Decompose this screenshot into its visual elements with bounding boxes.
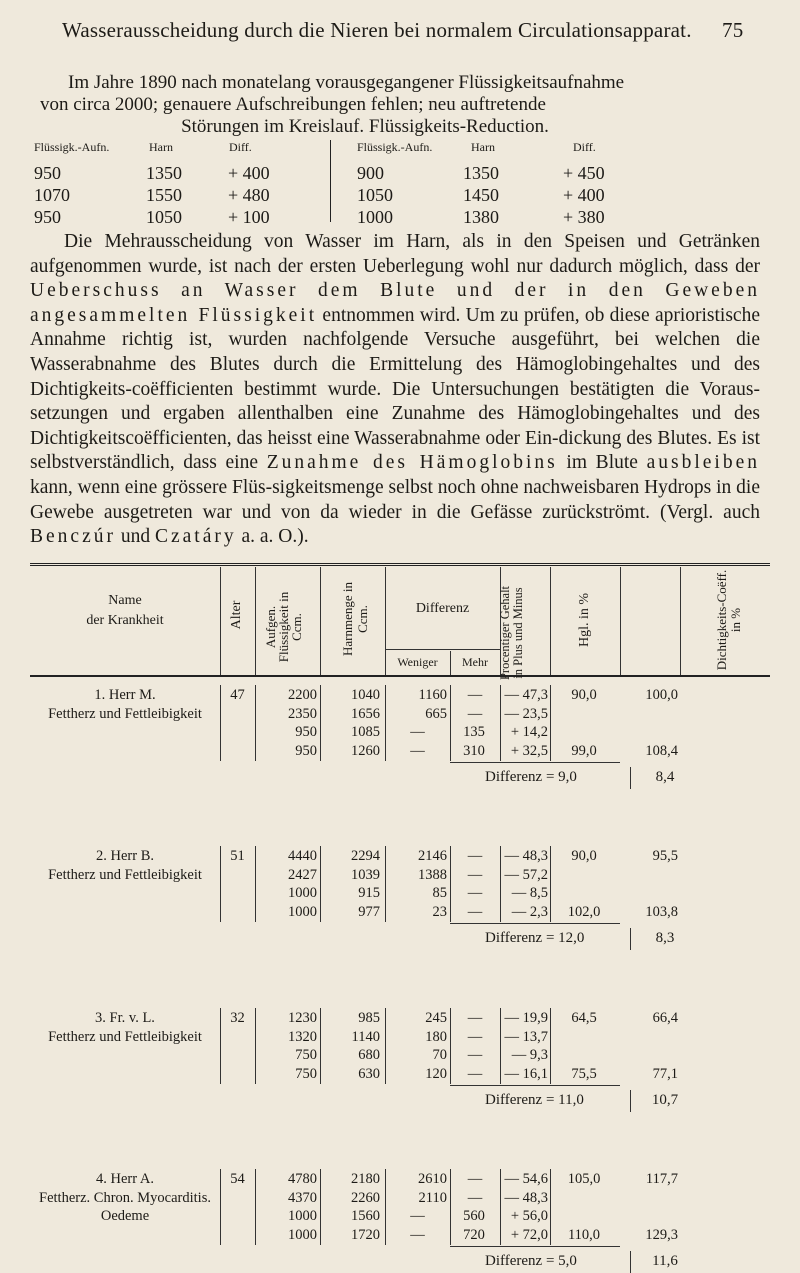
header-alter: Alter: [229, 600, 244, 630]
percent-cell: — 47,3: [504, 687, 548, 703]
percent-cell: + 56,0: [510, 1208, 548, 1224]
intake-cell: 950: [295, 742, 317, 759]
differenz-label: Differenz = 12,0: [485, 930, 585, 946]
less-cell: 70: [432, 1047, 447, 1063]
patient-disease: Fettherz und Fettleibigkeit: [48, 1028, 202, 1045]
percent-cell: — 23,5: [504, 705, 548, 722]
intake-cell: 1000: [288, 1226, 317, 1243]
dicht-value: 100,0: [645, 687, 678, 703]
group-underline: [450, 762, 620, 763]
col-divider: [320, 567, 321, 675]
more-cell: —: [467, 1010, 483, 1026]
percent-cell: — 54,6: [504, 1171, 548, 1187]
percent-cell: — 19,9: [504, 1010, 548, 1026]
dicht-value: 103,8: [645, 903, 678, 920]
more-cell: —: [467, 866, 483, 883]
group-underline: [450, 1246, 620, 1247]
more-cell: —: [467, 885, 483, 901]
hgl-value: 110,0: [567, 1226, 601, 1243]
col-divider: [255, 1008, 256, 1084]
hgl-value: 90,0: [571, 687, 597, 703]
mini-table-left: [34, 140, 314, 228]
hgl-value: 90,0: [571, 848, 597, 864]
mini-row: [343, 184, 643, 206]
page-number: 75: [722, 18, 744, 42]
differenz-dicht: 8,4: [655, 769, 675, 785]
col-divider: [320, 1169, 321, 1245]
mini-table-right: [330, 140, 643, 227]
col-divider: [220, 846, 221, 922]
mini-cell: + 480: [228, 185, 270, 205]
less-cell: 23: [432, 903, 447, 920]
urine-cell: 2260: [351, 1189, 380, 1206]
intake-cell: 750: [295, 1065, 317, 1082]
differenz-label: Differenz = 9,0: [485, 769, 577, 785]
differenz-dicht: 10,7: [651, 1092, 679, 1108]
differenz-dicht: 8,3: [655, 930, 675, 946]
urine-cell: 985: [358, 1010, 380, 1026]
intake-cell: 2427: [288, 866, 317, 883]
col-divider: [630, 928, 631, 950]
paragraph-text: und: [115, 526, 155, 548]
header-harn: Harnmenge in Ccm.: [340, 582, 370, 657]
percent-cell: — 2,3: [511, 903, 548, 920]
patient-name: 1. Herr M.: [94, 687, 156, 703]
header-aufgen: Aufgen. Flüssigkeit in Ccm.: [263, 591, 304, 663]
mini-cell: 1380: [463, 207, 499, 227]
hgl-value: 102,0: [567, 903, 601, 920]
less-cell: 245: [425, 1010, 447, 1026]
mini-row: [343, 162, 643, 184]
header-weniger: Weniger: [397, 655, 438, 669]
col-divider: [450, 1169, 451, 1245]
col-divider: [630, 1251, 631, 1273]
hgl-value: 99,0: [571, 742, 597, 759]
col-divider: [255, 685, 256, 761]
col-divider: [320, 1008, 321, 1084]
mini-cell: 1450: [463, 185, 499, 205]
col-divider: [500, 685, 501, 761]
col-divider: [320, 685, 321, 761]
col-divider: [220, 685, 221, 761]
less-cell: 2146: [418, 848, 447, 864]
dicht-value: 108,4: [645, 742, 678, 759]
more-cell: 720: [463, 1226, 485, 1243]
differenz-label: Differenz = 11,0: [485, 1092, 584, 1108]
percent-cell: + 72,0: [510, 1226, 548, 1243]
mini-cell: + 450: [563, 163, 605, 183]
running-header: [62, 18, 762, 43]
dicht-value: 129,3: [645, 1226, 678, 1243]
col-divider: [255, 567, 256, 675]
mini-header-harn: Harn: [149, 140, 173, 154]
patient-disease-2: Oedeme: [100, 1208, 150, 1224]
intake-cell: 1000: [288, 1208, 317, 1224]
col-divider: [255, 846, 256, 922]
differenz-dicht: 11,6: [652, 1253, 678, 1269]
intake-cell: 4370: [288, 1189, 317, 1206]
more-cell: —: [467, 1065, 483, 1082]
mini-cell: + 400: [563, 185, 605, 205]
header-procent: Procentiger Gehalt in Plus und Minus: [498, 585, 525, 681]
more-cell: —: [467, 903, 483, 920]
more-cell: —: [467, 1189, 483, 1206]
table-header-rule: [30, 675, 770, 677]
col-divider: [385, 1008, 386, 1084]
less-cell: 85: [432, 885, 447, 901]
intake-cell: 750: [295, 1047, 317, 1063]
mini-row: [34, 184, 314, 206]
table-top-rule: [30, 563, 770, 566]
more-cell: 135: [463, 724, 485, 740]
col-divider: [450, 1008, 451, 1084]
urine-cell: 977: [358, 903, 380, 920]
urine-cell: 1140: [351, 1028, 380, 1045]
col-divider: [630, 767, 631, 789]
more-cell: —: [467, 1028, 483, 1045]
col-divider: [385, 846, 386, 922]
col-divider: [500, 846, 501, 922]
mini-cell: 1000: [357, 207, 393, 227]
urine-cell: 680: [358, 1047, 380, 1063]
col-divider: [450, 685, 451, 761]
more-cell: 560: [463, 1208, 485, 1224]
dicht-value: 77,1: [652, 1065, 678, 1082]
mini-header-aufn: Flüssigk.-Aufn.: [34, 140, 110, 154]
intake-cell: 4440: [288, 848, 317, 864]
col-divider: [500, 1169, 501, 1245]
intro-line-2: von circa 2000; genauere Aufschreibungen fehlen; neu auftretende: [40, 94, 546, 115]
col-divider: [680, 567, 681, 675]
col-divider: [385, 1169, 386, 1245]
mini-header-diff: Diff.: [229, 140, 252, 154]
urine-cell: 1656: [351, 705, 380, 722]
header-dicht: Dichtigkeits-Coëff. in %: [714, 569, 743, 671]
urine-cell: 1720: [351, 1226, 380, 1243]
less-cell: —: [410, 1208, 425, 1224]
less-cell: —: [410, 724, 425, 740]
mini-cell: + 380: [563, 207, 605, 227]
paragraph-text: entnommen wird. Um zu prüfen, ob diese aprioristische Annahme richtig ist, wurden nachfolgende Versuche ausgeführt, bei welchen die Wasserabnahme des Blutes durch die Ermittelung des Hämoglobingehaltes und des Dichtigkeits-coëfficienten bestimmt wurde. Die Untersuchungen bestätigten die Voraus-setzungen und ergaben allenthalben eine Zunahme des Hämoglobingehaltes und des Dichtigkeitscoëfficienten, das heisst eine Wasserabnahme oder Ein-dickung des Blutes. Es ist selbstverständlich, dass eine: [30, 304, 760, 474]
percent-cell: — 13,7: [504, 1028, 548, 1045]
less-cell: —: [410, 1226, 425, 1243]
percent-cell: + 14,2: [510, 724, 548, 740]
percent-cell: — 48,3: [504, 1189, 548, 1206]
less-cell: 1160: [418, 687, 447, 703]
mini-cell: 1350: [463, 163, 499, 183]
col-divider: [550, 1008, 551, 1084]
patient-name: 3. Fr. v. L.: [95, 1010, 155, 1026]
less-cell: 665: [425, 705, 447, 722]
more-cell: —: [467, 1047, 483, 1063]
paragraph-spaced-text: Czatáry: [154, 526, 237, 548]
mini-cell: + 400: [228, 163, 270, 183]
less-cell: —: [410, 742, 425, 759]
paragraph-spaced-text: ausbleiben: [646, 452, 760, 474]
urine-cell: 1040: [351, 687, 380, 703]
hgl-value: 105,0: [567, 1171, 601, 1187]
less-cell: 1388: [418, 866, 447, 883]
col-divider: [500, 1008, 501, 1084]
mini-cell: 1050: [146, 207, 182, 227]
patient-age: 47: [230, 687, 245, 703]
mini-cell: 1070: [34, 185, 70, 205]
hgl-value: 64,5: [571, 1010, 597, 1026]
mini-row: [34, 206, 314, 228]
patient-age: 54: [230, 1171, 245, 1187]
mini-cell: + 100: [228, 207, 270, 227]
dicht-value: 117,7: [645, 1171, 678, 1187]
percent-cell: — 9,3: [511, 1047, 548, 1063]
col-divider: [550, 846, 551, 922]
more-cell: —: [467, 848, 483, 864]
dicht-value: 95,5: [652, 848, 678, 864]
mini-row: [34, 162, 314, 184]
mini-header-harn: Harn: [471, 140, 495, 154]
mini-header-aufn: Flüssigk.-Aufn.: [357, 140, 433, 154]
col-divider: [255, 1169, 256, 1245]
header-hgl: Hgl. in %: [577, 592, 592, 648]
col-divider: [630, 1090, 631, 1112]
header-name-2: der Krankheit: [86, 613, 164, 628]
header-name: Name: [108, 593, 142, 608]
sub-header-rule: [385, 649, 500, 650]
urine-cell: 1039: [351, 866, 380, 883]
mini-header-diff: Diff.: [573, 140, 596, 154]
col-divider: [550, 1169, 551, 1245]
col-divider: [450, 846, 451, 922]
differenz-label: Differenz = 5,0: [485, 1253, 577, 1269]
patient-name: 2. Herr B.: [96, 848, 154, 864]
intake-cell: 1000: [288, 903, 317, 920]
less-cell: 2110: [418, 1189, 447, 1206]
percent-cell: — 48,3: [504, 848, 548, 864]
intake-cell: 4780: [288, 1171, 317, 1187]
group-underline: [450, 923, 620, 924]
intake-cell: 1000: [288, 885, 317, 901]
dicht-value: 66,4: [652, 1010, 678, 1026]
group-underline: [450, 1085, 620, 1086]
urine-cell: 2180: [351, 1171, 380, 1187]
col-divider: [220, 1008, 221, 1084]
less-cell: 180: [425, 1028, 447, 1045]
patient-age: 51: [230, 848, 245, 864]
patient-name: 4. Herr A.: [96, 1171, 154, 1187]
patient-disease: Fettherz und Fettleibigkeit: [48, 705, 202, 722]
urine-cell: 1085: [351, 724, 380, 740]
col-divider: [550, 685, 551, 761]
more-cell: —: [467, 1171, 483, 1187]
mini-cell: 900: [357, 163, 384, 183]
percent-cell: + 32,5: [510, 742, 548, 759]
more-cell: 310: [463, 742, 485, 759]
mini-cell: 950: [34, 163, 61, 183]
mini-row: [343, 206, 643, 228]
percent-cell: — 16,1: [504, 1065, 548, 1082]
intake-cell: 2350: [288, 705, 317, 722]
intake-cell: 1320: [288, 1028, 317, 1045]
col-divider: [220, 1169, 221, 1245]
col-divider: [620, 567, 621, 675]
col-divider: [320, 846, 321, 922]
intro-line-3: Störungen im Kreislauf. Flüssigkeits-Reduction.: [181, 116, 549, 137]
urine-cell: 915: [358, 885, 380, 901]
mini-cell: 1350: [146, 163, 182, 183]
paragraph-text: im Blute: [557, 452, 647, 474]
paragraph-spaced-text: Ueberschuss an Wasser dem Blute und der in den Geweben angesammelten Flüssigkeit: [30, 280, 760, 326]
intake-cell: 950: [295, 724, 317, 740]
hgl-value: 75,5: [571, 1065, 597, 1082]
mini-cell: 950: [34, 207, 61, 227]
mini-cell: 1550: [146, 185, 182, 205]
urine-cell: 2294: [351, 848, 380, 864]
paragraph-text: a. a. O.).: [236, 526, 309, 548]
intake-cell: 2200: [288, 687, 317, 703]
more-cell: —: [467, 687, 483, 703]
col-divider: [220, 567, 221, 675]
header-differenz: Differenz: [415, 601, 470, 616]
intake-cell: 1230: [288, 1010, 317, 1026]
header-mehr: Mehr: [462, 655, 488, 669]
percent-cell: — 57,2: [504, 866, 548, 883]
body-paragraph: [30, 230, 760, 550]
intro-text: [40, 72, 760, 138]
running-title: Wasserausscheidung durch die Nieren bei normalem Circulationsapparat.: [62, 18, 692, 42]
intro-line-1: Im Jahre 1890 nach monatelang vorausgegangener Flüssigkeitsaufnahme: [68, 72, 625, 93]
mini-cell: 1050: [357, 185, 393, 205]
col-divider: [385, 685, 386, 761]
patient-disease: Fettherz. Chron. Myocarditis.: [39, 1189, 211, 1206]
patient-age: 32: [230, 1010, 245, 1026]
urine-cell: 630: [358, 1065, 380, 1082]
percent-cell: — 8,5: [511, 885, 548, 901]
paragraph-spaced-text: Zunahme des Hämoglobins: [266, 452, 558, 474]
more-cell: —: [467, 705, 483, 722]
paragraph-text: kann, wenn eine grössere Flüs-sigkeitsmenge selbst noch ohne nachweisbaren Hydrops in die Gewebe ausgetreten war und von da wieder in die Gefässe zurückströmt. (Vergl. auch: [30, 476, 760, 523]
urine-cell: 1560: [351, 1208, 380, 1224]
paragraph-text: Die Mehrausscheidung von Wasser im Harn, als in den Speisen und Getränken aufgenommen wurde, ist nach der ersten Ueberlegung wohl nur dadurch möglich, dass der: [30, 231, 760, 277]
less-cell: 2610: [418, 1171, 447, 1187]
less-cell: 120: [425, 1065, 447, 1082]
paragraph-spaced-text: Benczúr: [30, 526, 116, 548]
patient-disease: Fettherz und Fettleibigkeit: [48, 866, 202, 883]
urine-cell: 1260: [351, 742, 380, 759]
